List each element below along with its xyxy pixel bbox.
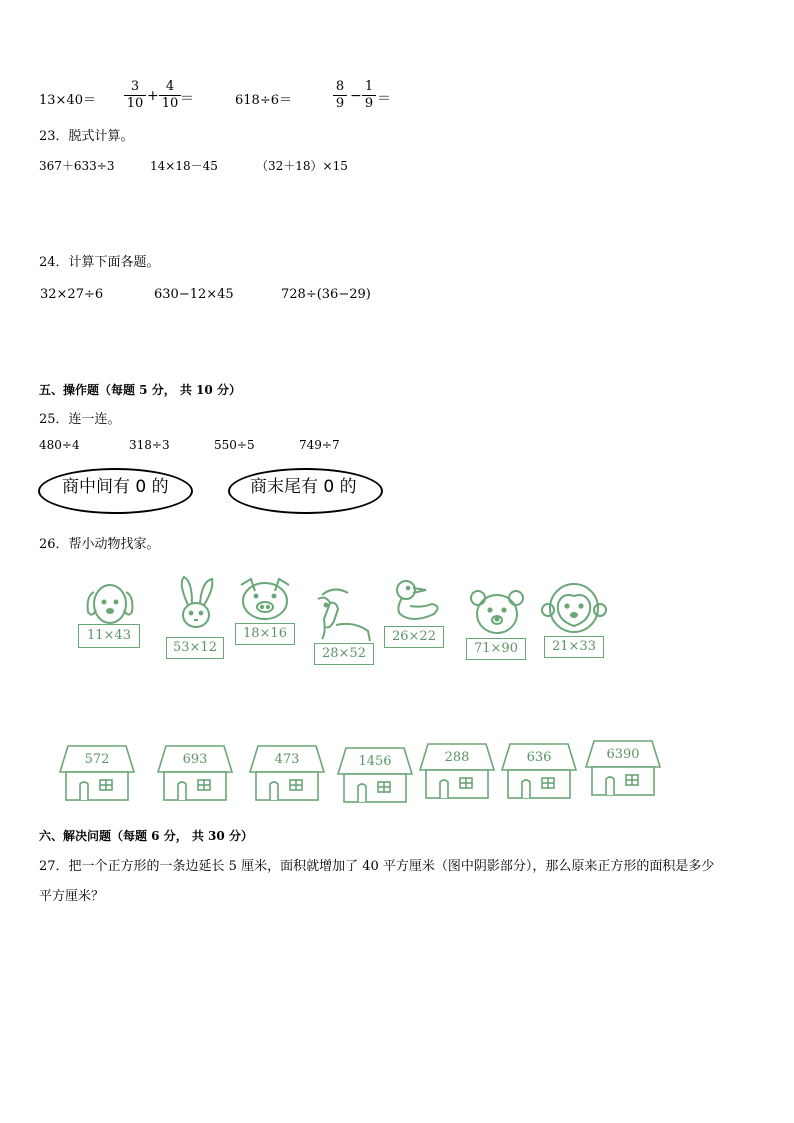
animal-card: 53×12	[166, 637, 224, 659]
q24-expr-1: 32×27÷6	[40, 287, 104, 302]
expr-618div6: 618÷6＝	[235, 93, 292, 108]
house-473[interactable]	[248, 744, 326, 802]
denominator: 9	[364, 96, 374, 111]
house-6390[interactable]	[584, 739, 662, 797]
q23-title: 23．脱式计算。	[39, 129, 134, 144]
q26-title: 26．帮小动物找家。	[39, 537, 160, 552]
section-5-heading: 五、操作题（每题 5 分， 共 10 分）	[39, 383, 241, 397]
house-number: 288	[444, 750, 470, 765]
equals-sign: ＝	[377, 91, 391, 107]
house-number: 6390	[606, 747, 640, 762]
numerator: 3	[130, 79, 140, 94]
oval-middle-zero-label: 商中间有 0 的	[62, 477, 169, 497]
q25-expr-4: 749÷7	[299, 438, 340, 452]
q25-expr-3: 550÷5	[214, 438, 255, 452]
house-number: 636	[526, 750, 552, 765]
q27-text-line-1: 27．把一个正方形的一条边延长 5 厘米，面积就增加了 40 平方厘米（图中阴影部分），那么原来正方形的面积是多少	[39, 859, 715, 874]
house-636[interactable]	[500, 742, 578, 800]
numerator: 8	[335, 79, 345, 94]
house-288[interactable]	[418, 742, 496, 800]
animal-duck[interactable]	[382, 578, 446, 650]
bear-icon	[466, 588, 528, 638]
fraction-4-10	[159, 79, 181, 112]
duck-icon	[382, 578, 446, 626]
animal-card: 18×16	[235, 623, 295, 645]
plus-sign: +	[147, 88, 159, 104]
animal-card: 21×33	[544, 636, 604, 658]
section-6-heading: 六、解决问题（每题 6 分， 共 30 分）	[39, 829, 253, 843]
house-number: 473	[274, 752, 300, 767]
animal-goat[interactable]	[308, 585, 376, 667]
q25-expr-1: 480÷4	[39, 438, 80, 452]
numerator: 1	[364, 79, 374, 94]
animal-card: 11×43	[78, 624, 140, 648]
animal-card: 28×52	[314, 643, 374, 665]
denominator: 9	[335, 96, 345, 111]
fraction-1-9	[362, 79, 376, 112]
pig-icon	[235, 577, 295, 623]
q24-title: 24．计算下面各题。	[39, 255, 160, 270]
house-572[interactable]	[58, 744, 136, 802]
animal-pig[interactable]	[235, 577, 295, 647]
fraction-3-10	[124, 79, 146, 112]
house-number: 1456	[358, 754, 392, 769]
oval-end-zero-label: 商末尾有 0 的	[250, 477, 357, 497]
dog-icon	[78, 578, 142, 630]
expr-13x40: 13×40＝	[39, 93, 96, 108]
rabbit-icon	[166, 575, 226, 637]
house-number: 693	[182, 752, 208, 767]
minus-sign: −	[350, 88, 362, 104]
animal-rabbit[interactable]	[166, 575, 226, 660]
animal-card: 26×22	[384, 626, 444, 648]
q23-expr-1: 367＋633÷3	[39, 159, 115, 173]
animal-dog[interactable]	[78, 578, 142, 654]
goat-icon	[308, 585, 376, 643]
q23-expr-2: 14×18－45	[150, 159, 218, 173]
animal-monkey[interactable]	[540, 580, 608, 660]
equals-sign: ＝	[180, 91, 194, 107]
monkey-icon	[540, 580, 608, 636]
denominator: 10	[161, 96, 179, 111]
q25-expr-2: 318÷3	[129, 438, 170, 452]
house-1456[interactable]	[336, 746, 414, 804]
animal-card: 71×90	[466, 638, 526, 660]
numerator: 4	[165, 79, 175, 94]
denominator: 10	[126, 96, 144, 111]
q24-expr-3: 728÷(36−29)	[281, 287, 371, 302]
q23-expr-3: （32＋18）×15	[256, 159, 348, 173]
q24-expr-2: 630−12×45	[154, 287, 234, 302]
house-number: 572	[84, 752, 110, 767]
q27-text-line-2: 平方厘米？	[39, 889, 105, 904]
q25-title: 25．连一连。	[39, 412, 121, 427]
fraction-8-9	[333, 79, 347, 112]
animal-bear[interactable]	[466, 588, 528, 662]
house-693[interactable]	[156, 744, 234, 802]
